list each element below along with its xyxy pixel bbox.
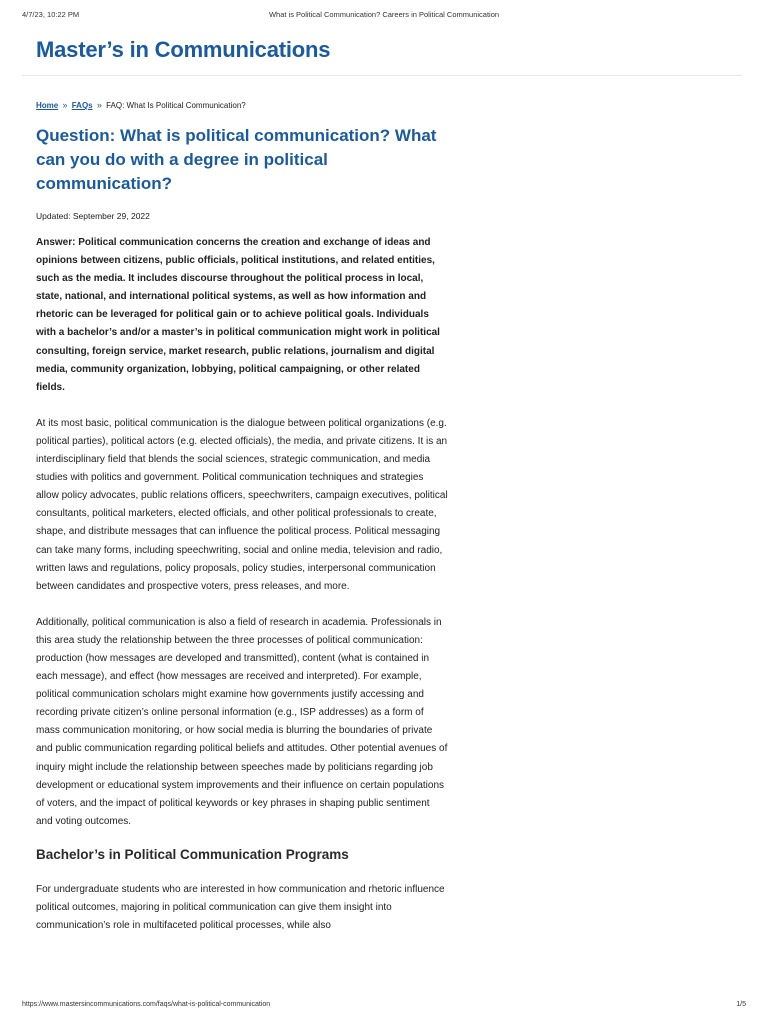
answer-paragraph: Answer: Political communication concerns the creation and exchange of ideas and opinions between citizens, public officials, political institutions, and related entities, such as the media. It includes discourse throughout the political process in local, state, national, and international political systems, as well as how information and rhetoric can be leveraged for political gain or to achieve political goals. Individuals with a bachelor’s and/or a master’s in political communication might work in political consulting, foreign service, market research, public relations, journalism and digital media, community organization, lobbying, political campaigning, or other related fields. (36, 237, 440, 393)
body-paragraph: Additionally, political communication is also a field of research in academia. Professionals in this area study the relationship between the three processes of political communication: production (how messages are developed and transmitted), content (what is contained in each message), and effect (how messages are received and interpreted). For example, political communication scholars might examine how governments justify accessing and recording private citizen’s online personal information (e.g., ISP addresses) as a form of mass communication monitoring, or how social media is blurring the boundaries of private and public communication regarding political beliefs and attitudes. Other potential avenues of inquiry might include the relationship between speeches made by politicians regarding job development or educational system improvements and their influence on certain populations of voters, and the impact of political keywords or key phrases in shaping public sentiment and voting outcomes. (36, 616, 448, 827)
print-document-title: What is Political Communication? Careers in Political Communication (268, 10, 500, 19)
page-title: Question: What is political communication? What can you do with a degree in political communication? (36, 126, 437, 193)
breadcrumb (36, 100, 246, 110)
section-heading: Bachelor’s in Political Communication Programs (36, 846, 349, 862)
body-paragraph: For undergraduate students who are interested in how communication and rhetoric influence political outcomes, majoring in political communication can give them insight into communication’s role in multifaceted political processes, while also (36, 883, 445, 932)
breadcrumb-separator-icon: » (96, 100, 102, 110)
site-logo-title[interactable]: Master’s in Communications (36, 37, 331, 62)
breadcrumb-separator-icon: » (62, 100, 68, 110)
body-paragraph: At its most basic, political communication is the dialogue between political organizations (e.g. political parties), political actors (e.g. elected officials), the media, and private citizens. It is an interdisciplinary field that blends the social sciences, strategic communication, and media studies with politics and government. Political communication techniques and strategies allow policy advocates, public relations officers, speechwriters, campaign executives, political consultants, political marketers, elected officials, and other political professionals to create, shape, and distribute messages that can influence the political process. Political messaging can take many forms, including speechwriting, social and online media, television and radio, written laws and regulations, policy proposals, policy studies, interpersonal communication between candidates and prospective voters, press releases, and more. (36, 417, 448, 592)
breadcrumb-home-link[interactable]: Home (36, 101, 59, 110)
print-date: 4/7/23, 10:22 PM (22, 10, 80, 19)
breadcrumb-faqs-link[interactable]: FAQs (71, 101, 93, 110)
page-number: 1/5 (736, 1001, 746, 1008)
header-divider (22, 75, 742, 76)
article-body (36, 234, 448, 935)
breadcrumb-current: FAQ: What Is Political Communication? (106, 101, 246, 110)
print-url: https://www.mastersincommunications.com/faqs/what-is-political-communication (22, 1001, 271, 1008)
updated-date: Updated: September 29, 2022 (36, 211, 150, 221)
print-footer (22, 1001, 746, 1013)
print-header (22, 10, 746, 24)
